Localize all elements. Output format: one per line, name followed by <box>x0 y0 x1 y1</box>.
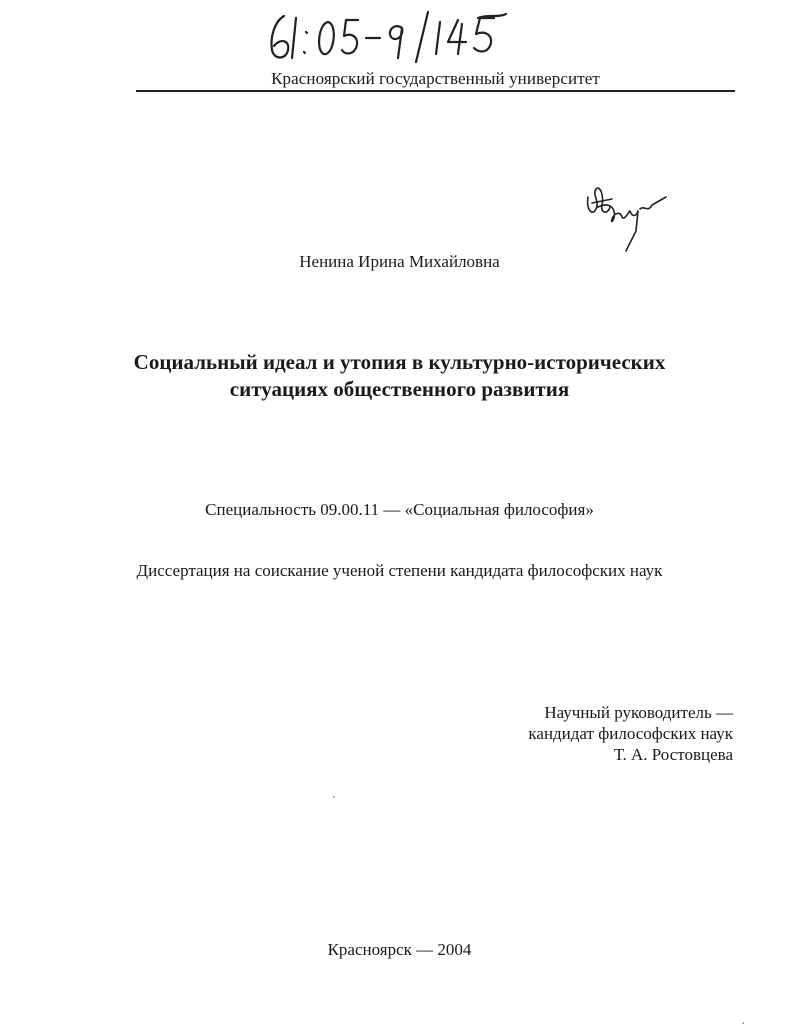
supervisor-name: Т. А. Ростовцева <box>613 745 733 764</box>
dissertation-title <box>0 349 799 403</box>
supervisor-block <box>433 702 733 765</box>
specialty: Специальность 09.00.11 — «Социальная философия» <box>205 500 594 519</box>
university-name: Красноярский государственный университет <box>271 69 600 88</box>
title-line-1: Социальный идеал и утопия в культурно-исторических <box>133 350 666 374</box>
scan-speck <box>333 796 335 798</box>
handwritten-archive-code <box>262 8 522 64</box>
title-line-2: ситуациях общественного развития <box>229 377 570 401</box>
city-year: Красноярск — 2004 <box>327 940 472 959</box>
scan-speck <box>742 1022 744 1024</box>
author-name: Ненина Ирина Михайловна <box>299 252 500 271</box>
degree-statement: Диссертация на соискание ученой степени кандидата философских наук <box>136 561 663 580</box>
supervisor-degree: кандидат философских наук <box>528 724 733 743</box>
signature <box>582 183 672 255</box>
supervisor-role: Научный руководитель — <box>544 703 733 722</box>
header-divider <box>136 90 735 92</box>
